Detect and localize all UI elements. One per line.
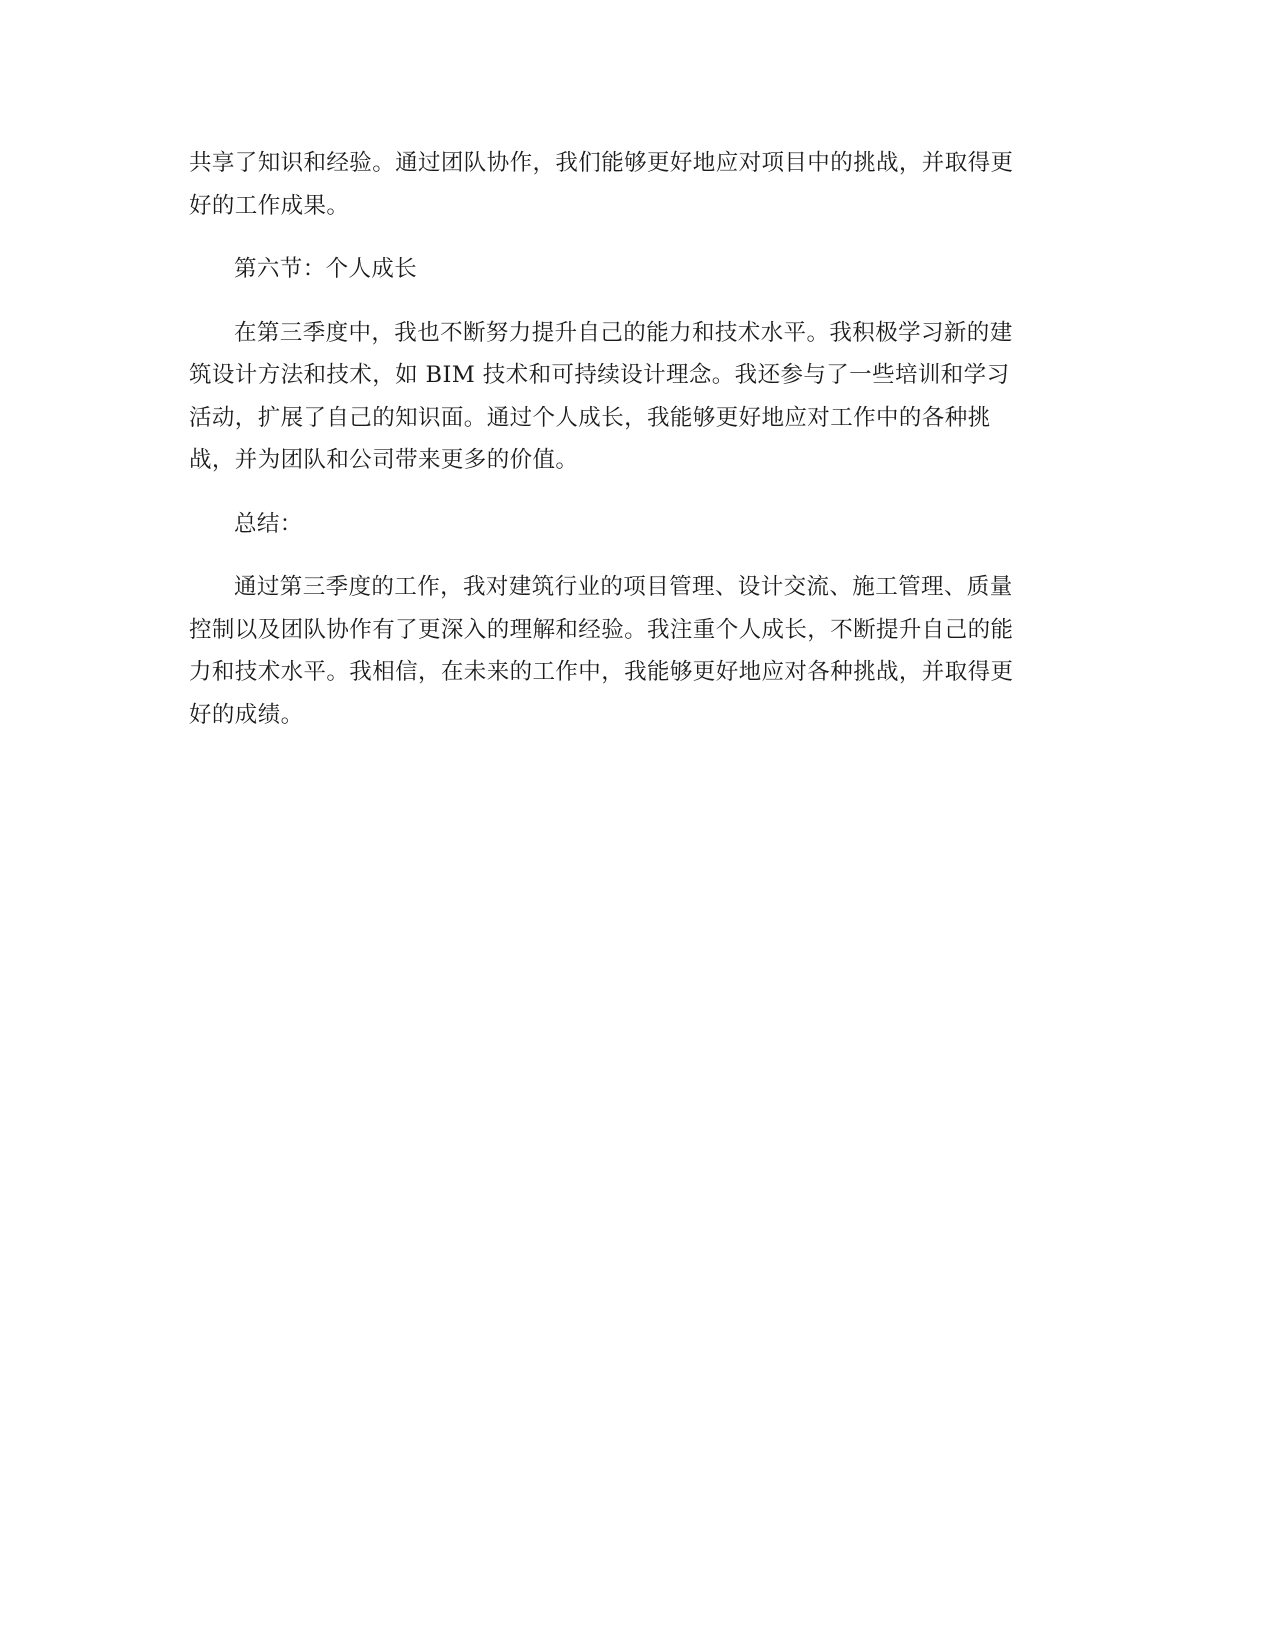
text-line: 好的工作成果。	[189, 192, 350, 219]
text-line: 筑设计方法和技术，如 BIM 技术和可持续设计理念。我还参与了一些培训和学习	[189, 362, 1010, 388]
text-line: 活动，扩展了自己的知识面。通过个人成长，我能够更好地应对工作中的各种挑	[189, 404, 991, 431]
section-heading-personal-growth	[189, 248, 1089, 291]
text-line: 通过第三季度的工作，我对建筑行业的项目管理、设计交流、施工管理、质量	[234, 574, 1013, 600]
section-heading-summary	[189, 503, 1089, 546]
document-body	[189, 142, 1089, 757]
text-line: 在第三季度中，我也不断努力提升自己的能力和技术水平。我积极学习新的建	[234, 319, 1013, 346]
paragraph-summary	[189, 566, 1089, 736]
paragraph-teamwork-continued	[189, 142, 1089, 227]
text-line: 控制以及团队协作有了更深入的理解和经验。我注重个人成长，不断提升自己的能	[189, 616, 1014, 643]
text-line: 共享了知识和经验。通过团队协作，我们能够更好地应对项目中的挑战，并取得更	[189, 150, 1014, 176]
text-line: 战，并为团队和公司带来更多的价值。	[189, 447, 579, 473]
text-line: 好的成绩。	[189, 701, 304, 728]
heading-text: 第六节：个人成长	[234, 256, 418, 282]
heading-text: 总结：	[234, 510, 303, 537]
text-line: 力和技术水平。我相信，在未来的工作中，我能够更好地应对各种挑战，并取得更	[189, 659, 1014, 685]
paragraph-personal-growth	[189, 312, 1089, 482]
